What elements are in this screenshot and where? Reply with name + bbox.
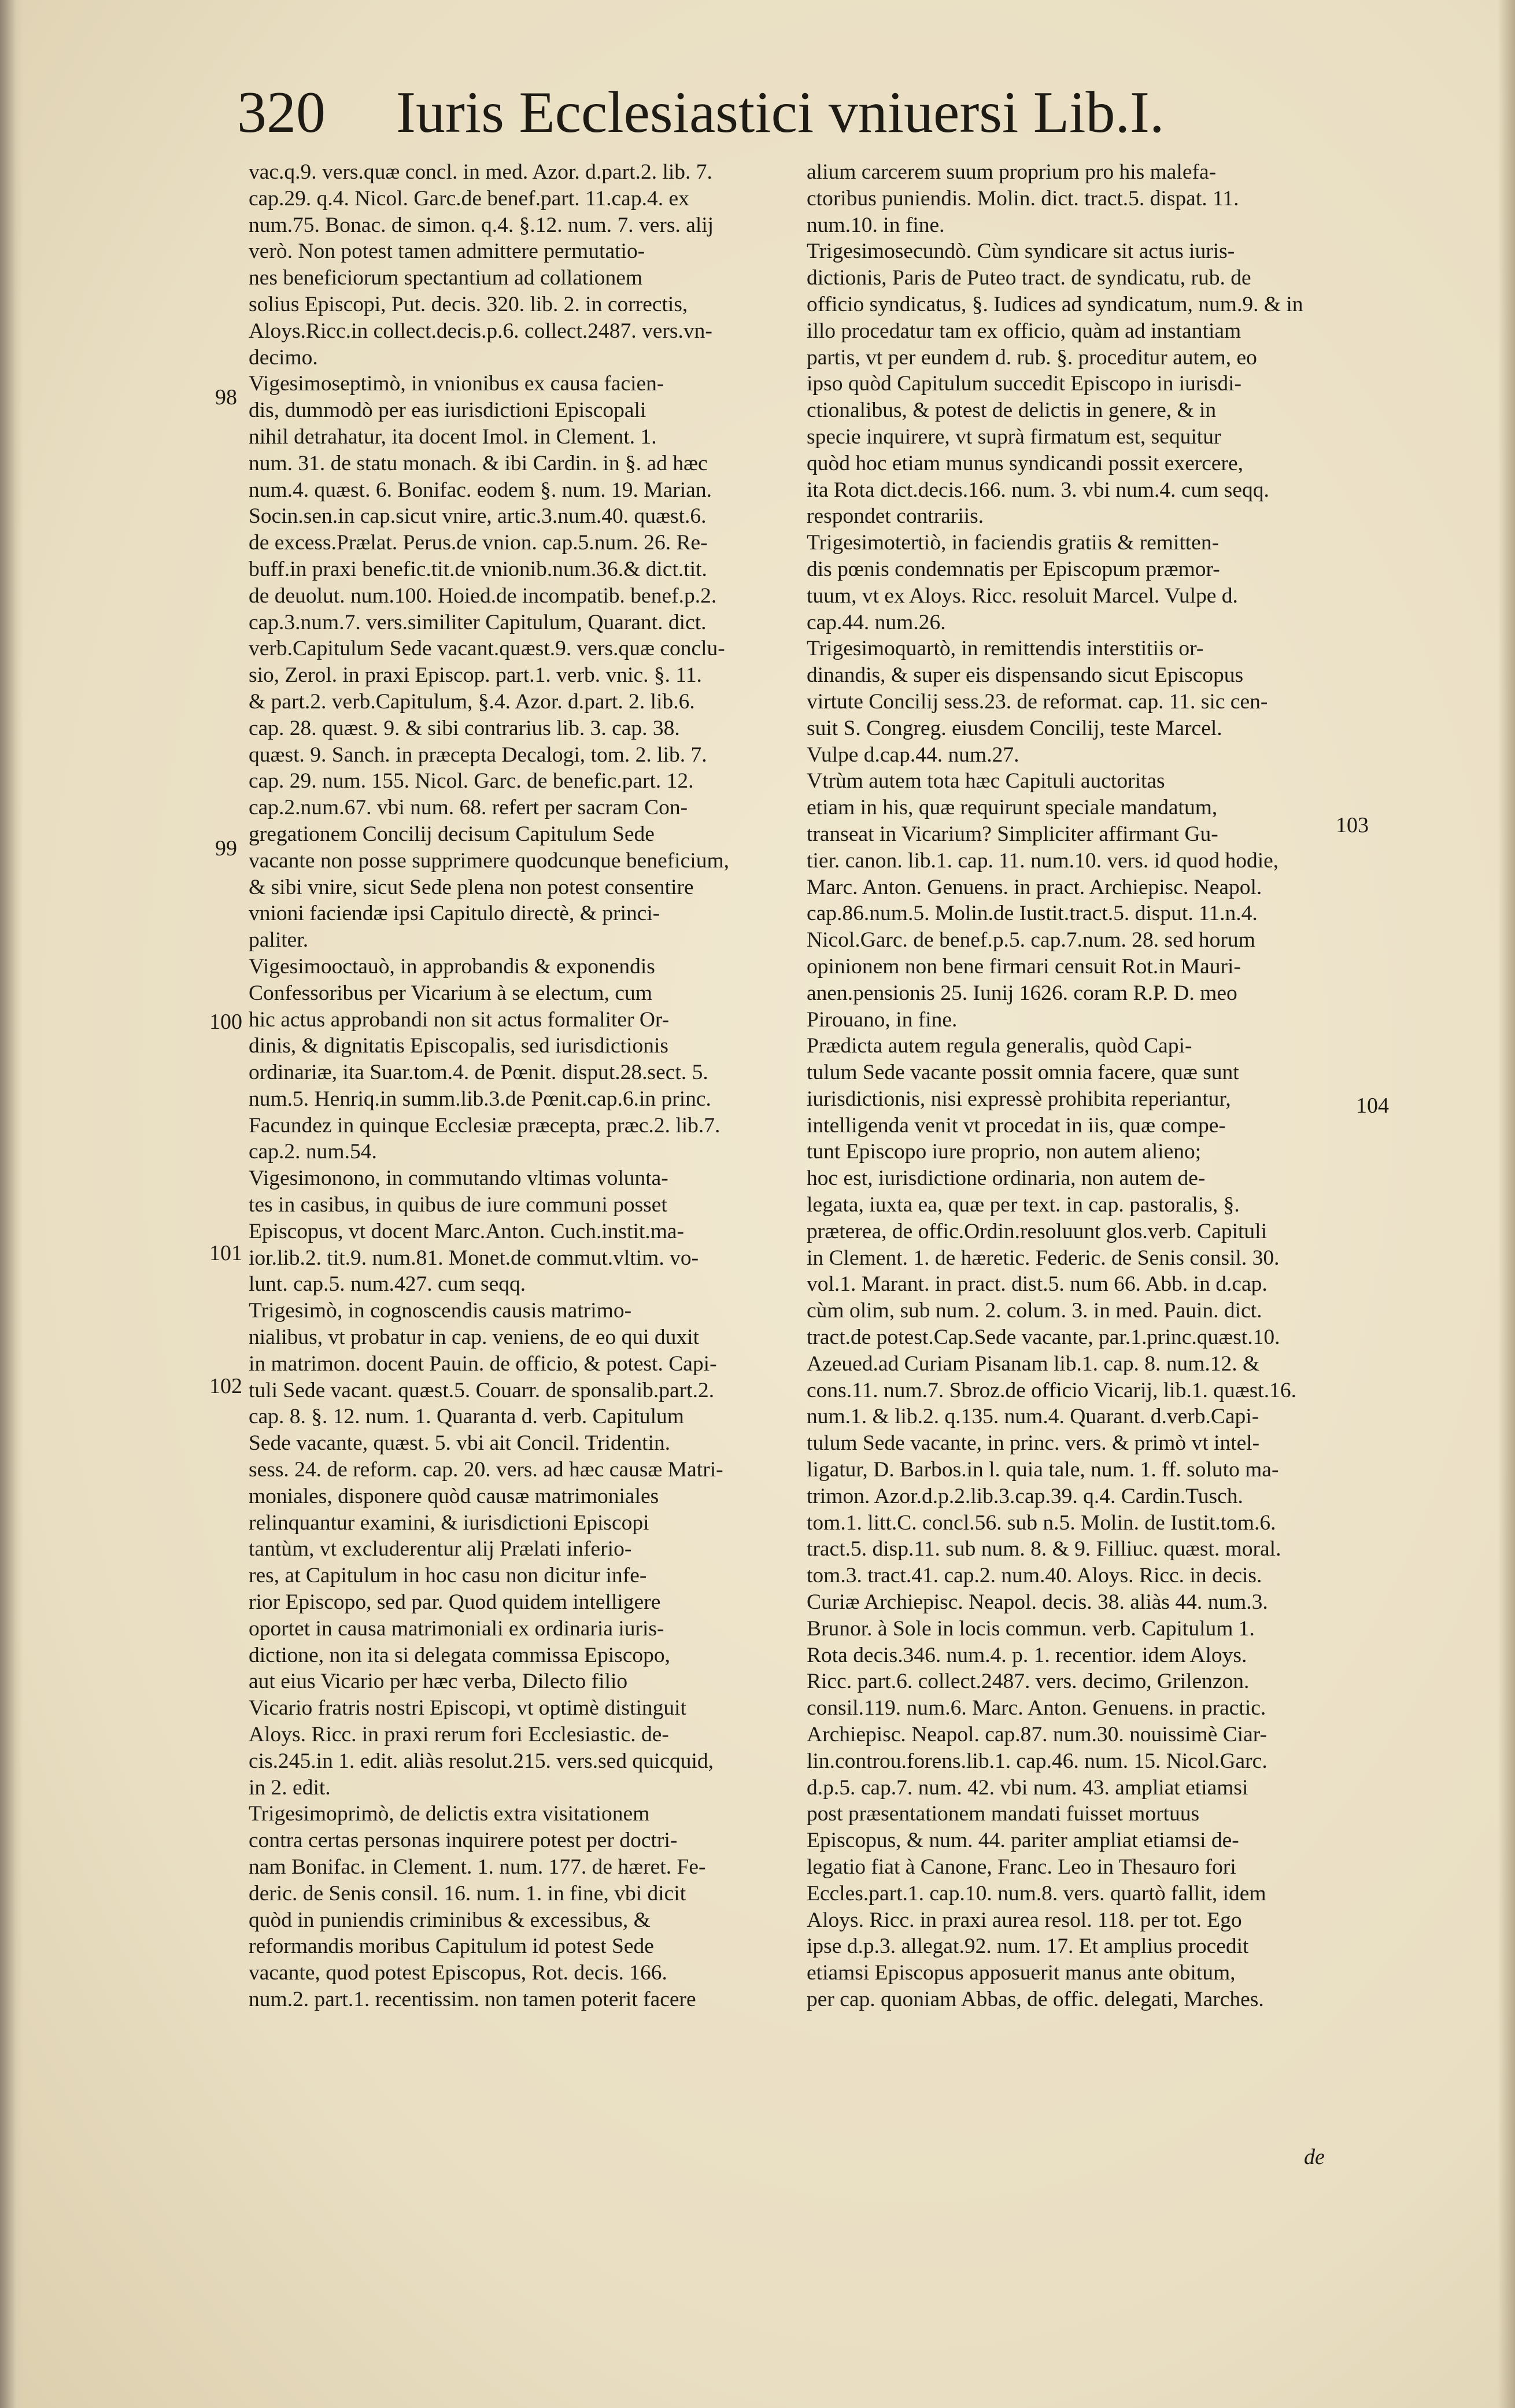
text-line: Vigesimoseptimò, in vnionibus ex causa facien- [249, 372, 664, 396]
text-line: Rota decis.346. num.4. p. 1. recentior. idem Aloys. [807, 1643, 1247, 1667]
text-line: verb.Capitulum Sede vacant.quæst.9. vers.quæ conclu- [249, 637, 725, 661]
text-line: tract.de potest.Cap.Sede vacante, par.1.princ.quæst.10. [807, 1325, 1280, 1350]
text-line: iurisdictionis, nisi expressè prohibita reperiantur, [807, 1087, 1231, 1111]
text-line: in 2. edit. [249, 1775, 331, 1800]
text-line: dinis, & dignitatis Episcopalis, sed iurisdictionis [249, 1034, 669, 1058]
text-line: præterea, de offic.Ordin.resoluunt glos.verb. Capituli [807, 1219, 1267, 1243]
text-line: Trigesimoquartò, in remittendis interstitiis or- [807, 637, 1204, 661]
text-line: Facundez in quinque Ecclesiæ præcepta, præc.2. lib.7. [249, 1113, 720, 1137]
text-line: num.75. Bonac. de simon. q.4. §.12. num. 7. vers. alij [249, 213, 714, 237]
text-line: Aloys.Ricc.in collect.decis.p.6. collect.2487. vers.vn- [249, 319, 712, 343]
text-line: Socin.sen.in cap.sicut vnire, artic.3.num.40. quæst.6. [249, 504, 707, 529]
text-line: partis, vt per eundem d. rub. §. proceditur autem, eo [807, 345, 1257, 370]
text-line: respondet contrariis. [807, 504, 984, 529]
text-line: Vulpe d.cap.44. num.27. [807, 743, 1019, 767]
text-line: Vtrùm autem tota hæc Capituli auctoritas [807, 769, 1165, 793]
text-line: tunt Episcopo iure proprio, non autem alieno; [807, 1140, 1202, 1164]
margin-number-100: 100 [209, 1010, 242, 1034]
text-line: nialibus, vt probatur in cap. veniens, de eo qui duxit [249, 1325, 700, 1350]
text-line: cap.44. num.26. [807, 610, 946, 634]
text-line: Vigesimonono, in commutando vltimas volunta- [249, 1166, 668, 1191]
text-line: rior Episcopo, sed par. Quod quidem intelligere [249, 1590, 661, 1615]
text-line: & sibi vnire, sicut Sede plena non potest consentire [249, 875, 694, 899]
text-line: vacante non posse supprimere quodcunque beneficium, [249, 848, 729, 873]
margin-number-103: 103 [1336, 813, 1369, 837]
text-line: Episcopus, & num. 44. pariter ampliat etiamsi de- [807, 1829, 1239, 1853]
text-line: paliter. [249, 928, 309, 952]
text-line: gregationem Concilij decisum Capitulum Sede [249, 822, 655, 846]
text-line: consil.119. num.6. Marc. Anton. Genuens. in practic. [807, 1696, 1266, 1720]
text-line: ctionalibus, & potest de delictis in genere, & in [807, 398, 1217, 423]
text-line: Ricc. part.6. collect.2487. vers. decimo, Grilenzon. [807, 1670, 1250, 1694]
text-line: cap.29. q.4. Nicol. Garc.de benef.part. 11.cap.4. ex [249, 186, 689, 210]
text-line: cap. 28. quæst. 9. & sibi contrarius lib. 3. cap. 38. [249, 716, 680, 740]
text-line: Archiepisc. Neapol. cap.87. num.30. nouissimè Ciar- [807, 1723, 1267, 1747]
text-line: tom.3. tract.41. cap.2. num.40. Aloys. Ricc. in decis. [807, 1564, 1262, 1588]
text-line: num.1. & lib.2. q.135. num.4. Quarant. d.verb.Capi- [807, 1405, 1259, 1429]
text-line: num.10. in fine. [807, 213, 945, 237]
text-line: cis.245.in 1. edit. aliàs resolut.215. vers.sed quicquid, [249, 1749, 714, 1773]
text-line: cap. 29. num. 155. Nicol. Garc. de benefic.part. 12. [249, 769, 694, 793]
left-text-column [249, 159, 804, 2013]
text-line: num. 31. de statu monach. & ibi Cardin. in §. ad hæc [249, 451, 708, 475]
text-line: Vicario fratris nostri Episcopi, vt optimè distinguit [249, 1696, 687, 1720]
text-line: tract.5. disp.11. sub num. 8. & 9. Filliuc. quæst. moral. [807, 1537, 1281, 1561]
text-line: cap.86.num.5. Molin.de Iustit.tract.5. disput. 11.n.4. [807, 902, 1258, 926]
text-line: sess. 24. de reform. cap. 20. vers. ad hæc causæ Matri- [249, 1458, 723, 1482]
text-line: dis pœnis condemnatis per Episcopum præmor- [807, 557, 1220, 581]
text-line: Vigesimooctauò, in approbandis & exponendis [249, 954, 655, 978]
text-line: de deuolut. num.100. Hoied.de incompatib. benef.p.2. [249, 583, 717, 608]
text-line: tantùm, vt excluderentur alij Prælati inferio- [249, 1537, 632, 1561]
margin-number-101: 101 [209, 1241, 242, 1265]
text-line: tes in casibus, in quibus de iure communi posset [249, 1193, 667, 1217]
text-line: etiamsi Episcopus apposuerit manus ante obitum, [807, 1961, 1236, 1985]
text-line: tulum Sede vacante, in princ. vers. & primò vt intel- [807, 1431, 1260, 1456]
text-line: quòd in puniendis criminibus & excessibus, & [249, 1908, 651, 1932]
text-line: buff.in praxi benefic.tit.de vnionib.num.36.& dict.tit. [249, 557, 707, 581]
running-title: Iuris Ecclesiastici vniuersi Lib.I. [396, 80, 1165, 145]
text-line: Aloys. Ricc. in praxi aurea resol. 118. per tot. Ego [807, 1908, 1242, 1932]
text-line: hoc est, iurisdictione ordinaria, non autem de- [807, 1166, 1206, 1191]
margin-number-98: 98 [215, 385, 237, 409]
text-line: de excess.Prælat. Perus.de vnion. cap.5.num. 26. Re- [249, 531, 708, 555]
catchword: de [1304, 2145, 1325, 2169]
text-line: ior.lib.2. tit.9. num.81. Monet.de commut.vltim. vo- [249, 1246, 699, 1270]
text-line: in matrimon. docent Pauin. de officio, & potest. Capi- [249, 1351, 717, 1376]
text-line: oportet in causa matrimoniali ex ordinaria iuris- [249, 1616, 664, 1641]
text-line: anen.pensionis 25. Iunij 1626. coram R.P. D. meo [807, 981, 1237, 1005]
text-line: num.4. quæst. 6. Bonifac. eodem §. num. 19. Marian. [249, 478, 712, 502]
text-line: sio, Zerol. in praxi Episcop. part.1. verb. vnic. §. 11. [249, 663, 702, 688]
text-line: officio syndicatus, §. Iudices ad syndicatum, num.9. & in [807, 292, 1303, 316]
text-line: intelligenda venit vt procedat in iis, quæ compe- [807, 1113, 1226, 1137]
text-line: Pirouano, in fine. [807, 1007, 958, 1032]
text-line: Curiæ Archiepisc. Neapol. decis. 38. aliàs 44. num.3. [807, 1590, 1268, 1615]
text-line: num.5. Henriq.in summ.lib.3.de Pœnit.cap.6.in princ. [249, 1087, 711, 1111]
text-line: Marc. Anton. Genuens. in pract. Archiepisc. Neapol. [807, 875, 1262, 899]
text-line: tier. canon. lib.1. cap. 11. num.10. vers. id quod hodie, [807, 848, 1279, 873]
text-line: post præsentationem mandati fuisset mortuus [807, 1802, 1200, 1826]
text-line: transeat in Vicarium? Simpliciter affirmant Gu- [807, 822, 1218, 846]
text-line: Nicol.Garc. de benef.p.5. cap.7.num. 28. sed horum [807, 928, 1255, 952]
text-line: ordinariæ, ita Suar.tom.4. de Pœnit. disput.28.sect. 5. [249, 1061, 708, 1085]
text-line: cons.11. num.7. Sbroz.de officio Vicarij, lib.1. quæst.16. [807, 1378, 1296, 1402]
text-line: per cap. quoniam Abbas, de offic. delegati, Marches. [807, 1987, 1264, 2011]
text-line: aut eius Vicario per hæc verba, Dilecto filio [249, 1670, 628, 1694]
text-line: dictione, non ita si delegata commissa Episcopo, [249, 1643, 670, 1667]
text-line: specie inquirere, vt suprà firmatum est, sequitur [807, 424, 1221, 449]
text-line: reformandis moribus Capitulum id potest Sede [249, 1934, 654, 1959]
text-line: legata, iuxta ea, quæ per text. in cap. pastoralis, §. [807, 1193, 1240, 1217]
text-line: & part.2. verb.Capitulum, §.4. Azor. d.part. 2. lib.6. [249, 689, 695, 714]
text-line: alium carcerem suum proprium pro his malefa- [807, 160, 1217, 184]
text-line: verò. Non potest tamen admittere permutatio- [249, 239, 645, 264]
text-line: tuli Sede vacant. quæst.5. Couarr. de sponsalib.part.2. [249, 1378, 715, 1402]
page-header [237, 75, 1394, 150]
text-line: ctoribus puniendis. Molin. dict. tract.5. dispat. 11. [807, 186, 1239, 210]
text-line: trimon. Azor.d.p.2.lib.3.cap.39. q.4. Cardin.Tusch. [807, 1484, 1243, 1508]
text-line: dis, dummodò per eas iurisdictioni Episcopali [249, 398, 646, 423]
text-line: ipse d.p.3. allegat.92. num. 17. Et amplius procedit [807, 1934, 1249, 1959]
text-line: tuum, vt ex Aloys. Ricc. resoluit Marcel. Vulpe d. [807, 583, 1238, 608]
text-line: Aloys. Ricc. in praxi rerum fori Ecclesiastic. de- [249, 1723, 669, 1747]
text-line: Confessoribus per Vicarium à se electum, cum [249, 981, 652, 1005]
text-line: Azeued.ad Curiam Pisanam lib.1. cap. 8. num.12. & [807, 1351, 1260, 1376]
text-line: solius Episcopi, Put. decis. 320. lib. 2. in correctis, [249, 292, 688, 316]
text-line: decimo. [249, 345, 318, 370]
text-line: nihil detrahatur, ita docent Imol. in Clement. 1. [249, 424, 657, 449]
text-line: cap.2. num.54. [249, 1140, 377, 1164]
text-line: hic actus approbandi non sit actus formaliter Or- [249, 1007, 670, 1032]
text-line: nam Bonifac. in Clement. 1. num. 177. de hæret. Fe- [249, 1855, 706, 1879]
text-line: quòd hoc etiam munus syndicandi possit exercere, [807, 451, 1244, 475]
text-line: legatio fiat à Canone, Franc. Leo in Thesauro fori [807, 1855, 1236, 1879]
text-line: illo procedatur tam ex officio, quàm ad instantiam [807, 319, 1241, 343]
text-line: d.p.5. cap.7. num. 42. vbi num. 43. ampliat etiamsi [807, 1775, 1248, 1800]
text-line: dictionis, Paris de Puteo tract. de syndicatu, rub. de [807, 266, 1251, 290]
text-line: ligatur, D. Barbos.in l. quia tale, num. 1. ff. soluto ma- [807, 1458, 1279, 1482]
text-line: Sede vacante, quæst. 5. vbi ait Concil. Tridentin. [249, 1431, 671, 1456]
page-gutter-shadow [0, 0, 23, 2408]
text-line: cùm olim, sub num. 2. colum. 3. in med. Pauin. dict. [807, 1299, 1262, 1323]
text-line: contra certas personas inquirere potest per doctri- [249, 1829, 678, 1853]
text-line: Trigesimosecundò. Cùm syndicare sit actus iuris- [807, 239, 1235, 264]
text-line: suit S. Congreg. eiusdem Concilij, teste Marcel. [807, 716, 1222, 740]
text-line: cap.2.num.67. vbi num. 68. refert per sacram Con- [249, 796, 688, 820]
margin-number-99: 99 [215, 836, 237, 860]
text-line: quæst. 9. Sanch. in præcepta Decalogi, tom. 2. lib. 7. [249, 743, 707, 767]
text-line: Brunor. à Sole in locis commun. verb. Capitulum 1. [807, 1616, 1255, 1641]
text-line: tom.1. litt.C. concl.56. sub n.5. Molin. de Iustit.tom.6. [807, 1510, 1276, 1535]
text-line: vnioni faciendæ ipsi Capitulo directè, & princi- [249, 902, 660, 926]
text-line: vacante, quod potest Episcopus, Rot. decis. 166. [249, 1961, 667, 1985]
text-line: virtute Concilij sess.23. de reformat. cap. 11. sic cen- [807, 689, 1268, 714]
text-line: vac.q.9. vers.quæ concl. in med. Azor. d.part.2. lib. 7. [249, 160, 712, 184]
text-line: moniales, disponere quòd causæ matrimoniales [249, 1484, 659, 1508]
text-line: lin.controu.forens.lib.1. cap.46. num. 15. Nicol.Garc. [807, 1749, 1268, 1773]
text-line: relinquantur examini, & iurisdictioni Episcopi [249, 1510, 649, 1535]
text-line: Prædicta autem regula generalis, quòd Capi- [807, 1034, 1192, 1058]
margin-number-102: 102 [209, 1374, 242, 1398]
text-line: lunt. cap.5. num.427. cum seqq. [249, 1272, 526, 1297]
text-line: Trigesimoprimò, de delictis extra visitationem [249, 1802, 650, 1826]
text-line: etiam in his, quæ requirunt speciale mandatum, [807, 796, 1218, 820]
text-line: vol.1. Marant. in pract. dist.5. num 66. Abb. in d.cap. [807, 1272, 1268, 1297]
text-line: cap. 8. §. 12. num. 1. Quaranta d. verb. Capitulum [249, 1405, 684, 1429]
text-line: Eccles.part.1. cap.10. num.8. vers. quartò fallit, idem [807, 1881, 1266, 1905]
page-edge [1498, 0, 1515, 2408]
text-line: Episcopus, vt docent Marc.Anton. Cuch.instit.ma- [249, 1219, 685, 1243]
text-line: Trigesimotertiò, in faciendis gratiis & remitten- [807, 531, 1220, 555]
page-number: 320 [237, 80, 326, 145]
text-line: dinandis, & super eis dispensando sicut Episcopus [807, 663, 1244, 688]
text-line: ita Rota dict.decis.166. num. 3. vbi num.4. cum seqq. [807, 478, 1269, 502]
right-text-column [807, 159, 1353, 2013]
text-line: opinionem non bene firmari censuit Rot.in Mauri- [807, 954, 1241, 978]
text-line: nes beneficiorum spectantium ad collationem [249, 266, 643, 290]
margin-number-104: 104 [1356, 1094, 1389, 1118]
text-line: res, at Capitulum in hoc casu non dicitur infe- [249, 1564, 647, 1588]
text-line: Trigesimò, in cognoscendis causis matrimo- [249, 1299, 632, 1323]
text-line: ipso quòd Capitulum succedit Episcopo in iurisdi- [807, 372, 1242, 396]
text-line: tulum Sede vacante possit omnia facere, quæ sunt [807, 1061, 1239, 1085]
text-line: deric. de Senis consil. 16. num. 1. in fine, vbi dicit [249, 1881, 686, 1905]
text-line: cap.3.num.7. vers.similiter Capitulum, Quarant. dict. [249, 610, 707, 634]
text-line: num.2. part.1. recentissim. non tamen poterit facere [249, 1987, 696, 2011]
text-line: in Clement. 1. de hæretic. Federic. de Senis consil. 30. [807, 1246, 1280, 1270]
